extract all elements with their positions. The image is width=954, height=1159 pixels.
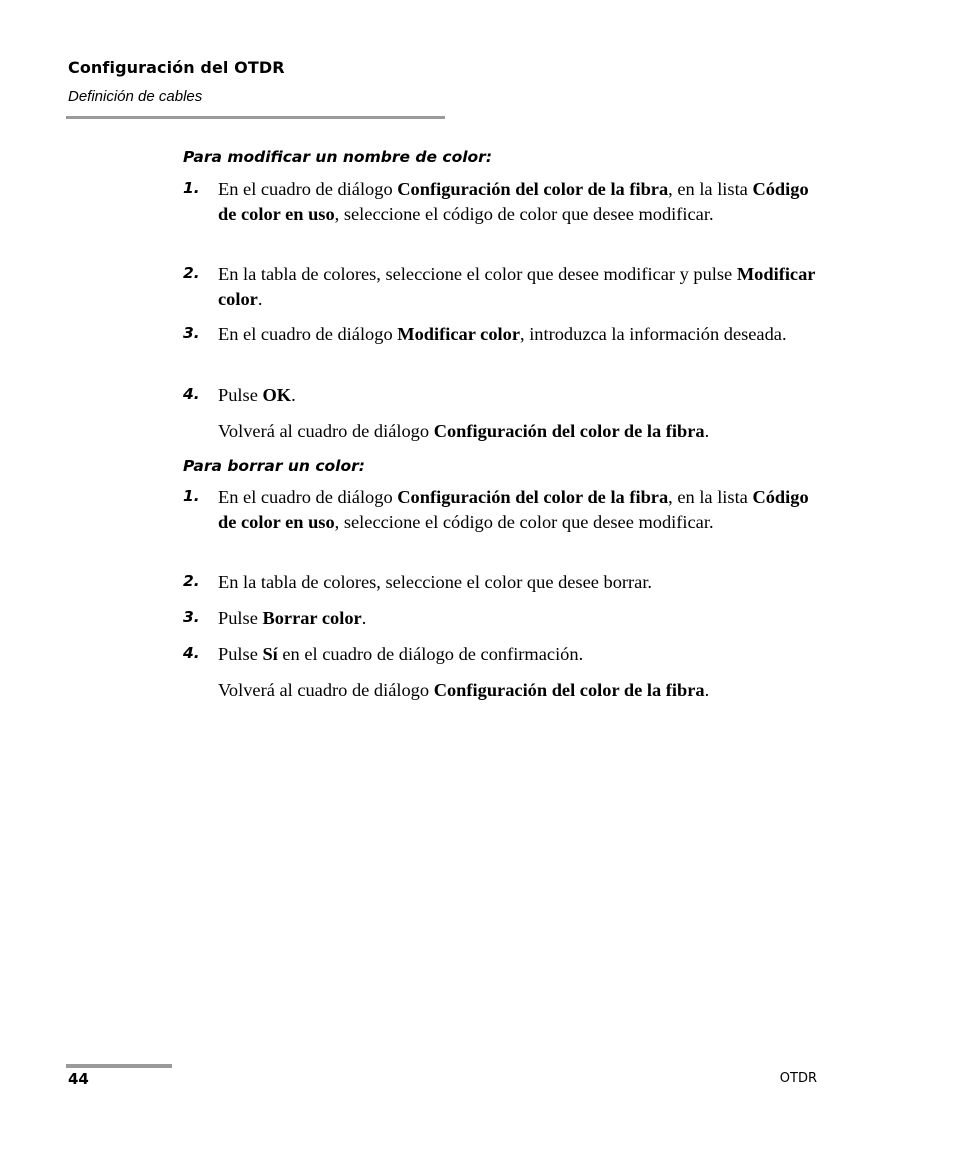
text-run: En la tabla de colores, seleccione el color que desee borrar. (218, 572, 653, 592)
step-text (218, 322, 830, 347)
footer-product-name: OTDR (779, 1071, 817, 1086)
running-header-title: Configuración del OTDR (68, 58, 285, 77)
text-run: Pulse (218, 608, 263, 628)
procedure-heading-delete: Para borrar un color: (183, 457, 365, 475)
text-run: en el cuadro de diálogo de confirmación. (277, 644, 584, 664)
ui-term: Código de color en uso (218, 487, 809, 532)
step-result-delete (218, 678, 830, 703)
ui-term: OK (262, 385, 292, 405)
text-run: En el cuadro de diálogo (218, 487, 398, 507)
text-run: . (361, 608, 367, 628)
step-text (218, 606, 830, 631)
step-text (218, 177, 830, 226)
step-text (218, 642, 830, 667)
text-run: . (704, 421, 710, 441)
text-run: En el cuadro de diálogo (218, 324, 398, 344)
text-run: , seleccione el código de color que desee modificar. (334, 203, 714, 224)
step-number: 1. (183, 487, 200, 505)
step-text (218, 383, 830, 408)
step-text (218, 485, 830, 534)
text-run: , en la lista (668, 487, 753, 507)
text-run: , seleccione el código de color que desee modificar. (334, 511, 714, 532)
step-number: 3. (183, 324, 200, 342)
running-header-subtitle: Definición de cables (68, 88, 203, 105)
ui-term: Modificar color (397, 324, 520, 344)
text-run: En la tabla de colores, seleccione el color que desee modificar y pulse (218, 264, 737, 284)
text-run: . (704, 680, 710, 700)
text-run: , en la lista (668, 179, 753, 199)
step-number: 4. (183, 385, 200, 403)
ui-term: Borrar color (262, 608, 362, 628)
step-number: 2. (183, 264, 200, 282)
text-run: , introduzca la información deseada. (520, 324, 787, 344)
step-text (218, 570, 830, 595)
step-number: 2. (183, 572, 200, 590)
text-run: Volverá al cuadro de diálogo (218, 680, 434, 700)
step-number: 3. (183, 608, 200, 626)
text-run: En el cuadro de diálogo (218, 179, 398, 199)
step-text (218, 262, 830, 311)
step-number: 1. (183, 179, 200, 197)
text-run: Pulse (218, 644, 263, 664)
text-run: Pulse (218, 385, 263, 405)
step-number: 4. (183, 644, 200, 662)
ui-term: Sí (262, 644, 278, 664)
ui-term: Configuración del color de la fibra (433, 680, 705, 700)
text-run: Volverá al cuadro de diálogo (218, 421, 434, 441)
step-result-modify (218, 419, 830, 444)
footer-rule (66, 1064, 172, 1068)
ui-term: Configuración del color de la fibra (397, 179, 669, 199)
text-run: . (291, 385, 296, 405)
ui-term: Configuración del color de la fibra (433, 421, 705, 441)
procedure-heading-modify: Para modificar un nombre de color: (183, 148, 493, 166)
header-rule (66, 116, 445, 119)
ui-term: Código de color en uso (218, 179, 809, 224)
page-number: 44 (68, 1070, 89, 1088)
text-run: . (257, 288, 263, 309)
ui-term: Configuración del color de la fibra (397, 487, 669, 507)
ui-term: Modificar color (218, 264, 816, 309)
